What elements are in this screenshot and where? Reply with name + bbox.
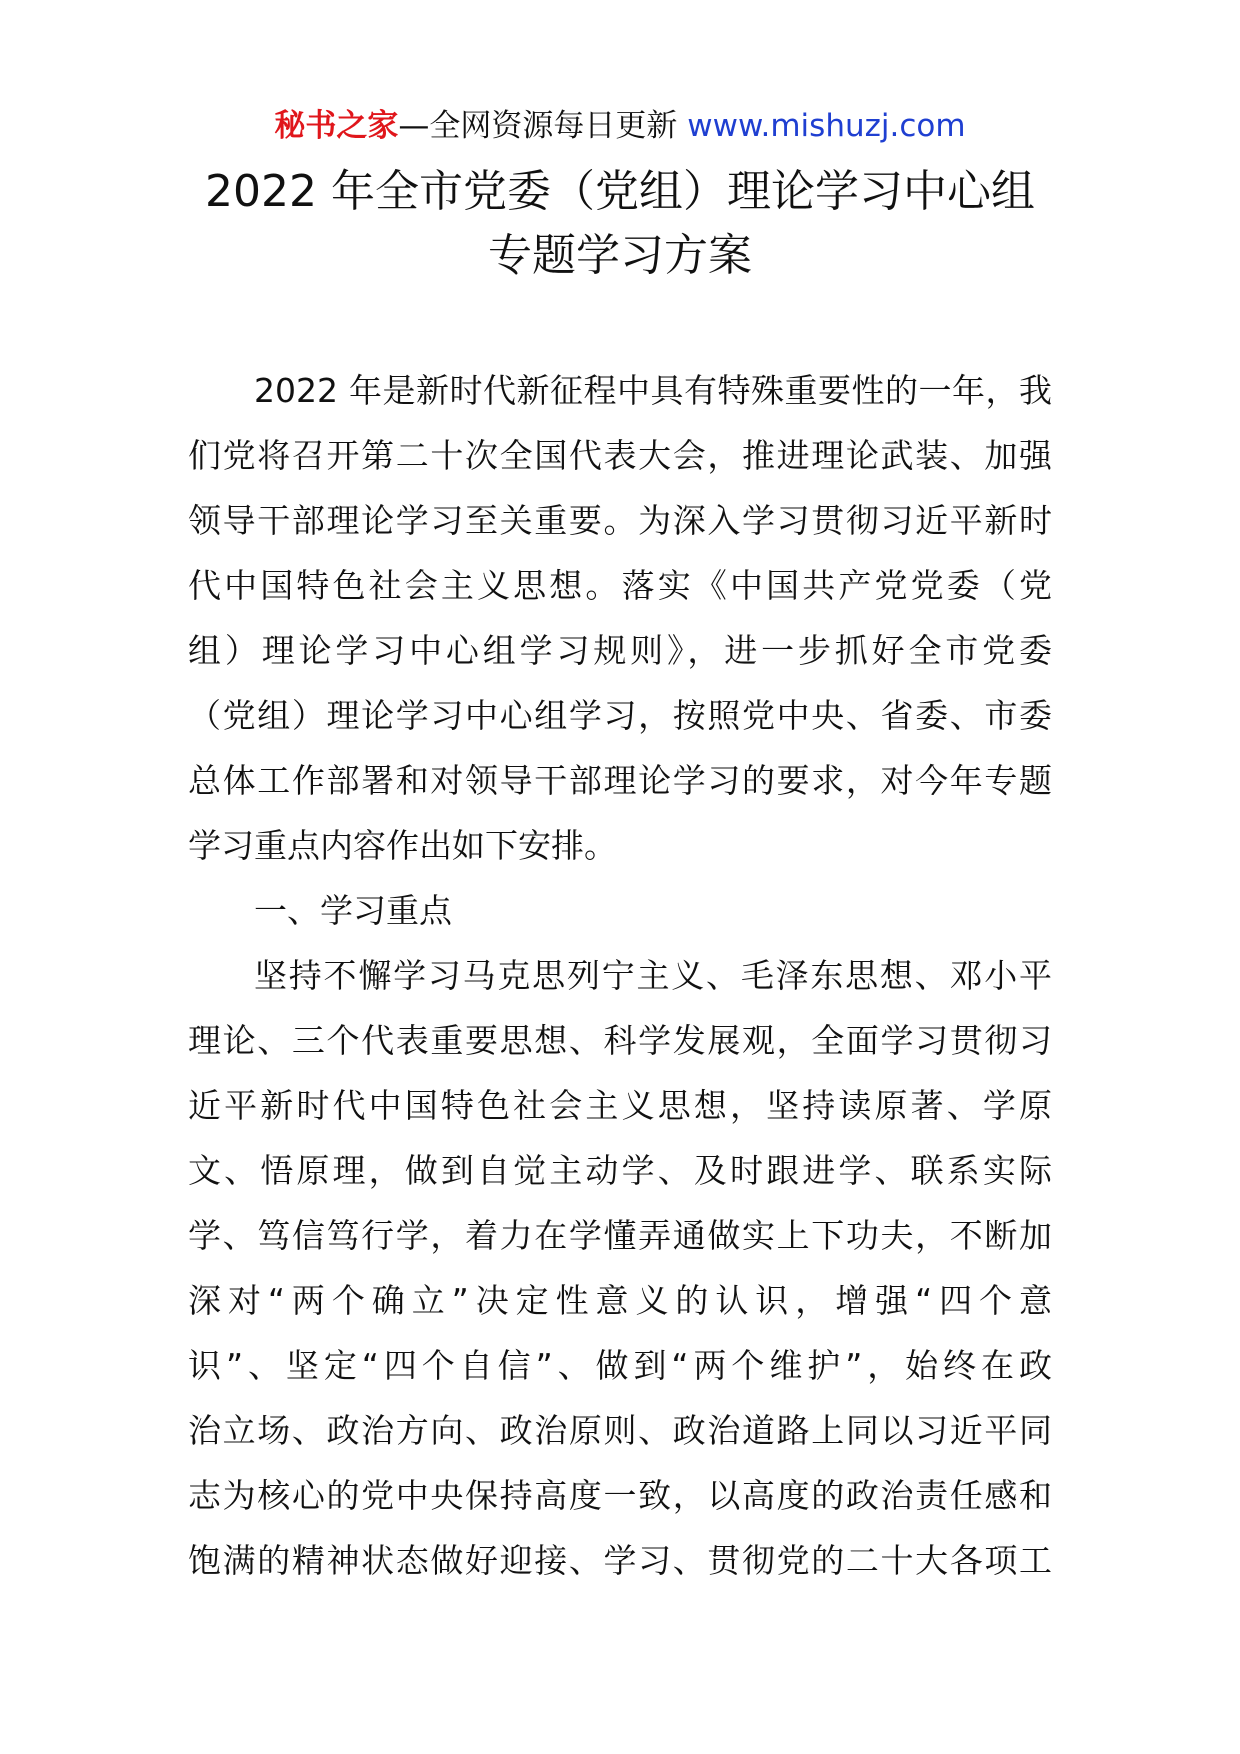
section-heading	[188, 878, 1052, 943]
text-line: 治立场、政治方向、政治原则、政治道路上同以习近平同	[188, 1411, 1052, 1450]
text-line: 文、悟原理，做到自觉主动学、及时跟进学、联系实际	[188, 1151, 1052, 1190]
text-line: 学、笃信笃行学，着力在学懂弄通做实上下功夫，不断加	[188, 1216, 1052, 1255]
text-line: 们党将召开第二十次全国代表大会，推进理论武装、加强	[188, 436, 1052, 475]
paragraph-intro	[188, 358, 1052, 878]
site-slogan: —全网资源每日更新	[398, 108, 678, 144]
text-line: 代中国特色社会主义思想。落实《中国共产党党委（党	[188, 566, 1052, 605]
text-line: 总体工作部署和对领导干部理论学习的要求，对今年专题	[188, 761, 1052, 800]
section-heading-text: 一、学习重点	[254, 891, 452, 930]
document-title	[0, 160, 1240, 288]
text-line: 志为核心的党中央保持高度一致，以高度的政治责任感和	[188, 1476, 1052, 1515]
text-line: 识”、坚定“四个自信”、做到“两个维护”，始终在政	[188, 1346, 1052, 1385]
document-body	[188, 358, 1052, 1593]
text-line: 理论、三个代表重要思想、科学发展观，全面学习贯彻习	[188, 1021, 1052, 1060]
text-line: 领导干部理论学习至关重要。为深入学习贯彻习近平新时	[188, 501, 1052, 540]
site-brand: 秘书之家	[274, 108, 399, 144]
text-line: 深对“两个确立”决定性意义的认识，增强“四个意	[188, 1281, 1052, 1320]
site-header	[0, 104, 1240, 148]
text-line: 近平新时代中国特色社会主义思想，坚持读原著、学原	[188, 1086, 1052, 1125]
text-line: 2022 年是新时代新征程中具有特殊重要性的一年，我	[254, 371, 1052, 410]
text-line: 饱满的精神状态做好迎接、学习、贯彻党的二十大各项工	[188, 1541, 1052, 1580]
text-line: 组）理论学习中心组学习规则》，进一步抓好全市党委	[188, 631, 1052, 670]
text-line: 学习重点内容作出如下安排。	[188, 826, 617, 865]
paragraph-focus	[188, 943, 1052, 1593]
text-line: （党组）理论学习中心组学习，按照党中央、省委、市委	[188, 696, 1052, 735]
site-url-link[interactable]: www.mishuzj.com	[687, 108, 966, 144]
title-line-2: 专题学习方案	[488, 230, 752, 281]
title-line-1: 2022 年全市党委（党组）理论学习中心组	[205, 166, 1035, 217]
text-line: 坚持不懈学习马克思列宁主义、毛泽东思想、邓小平	[254, 956, 1052, 995]
